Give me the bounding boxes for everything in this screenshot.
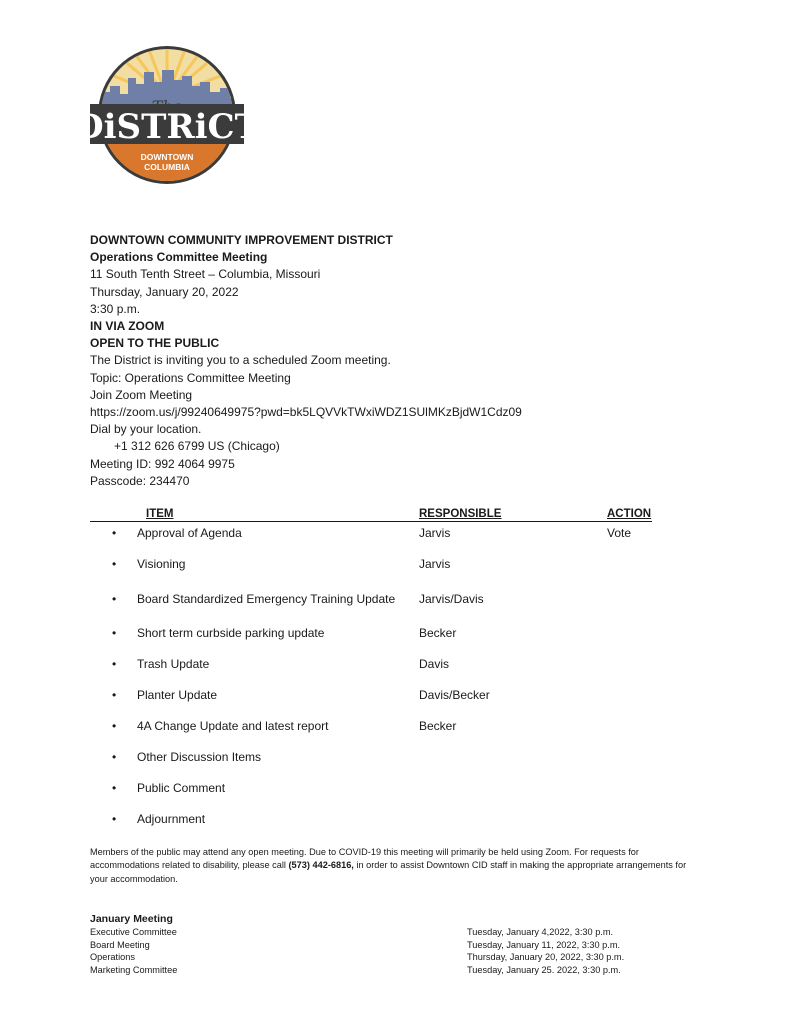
via-zoom: IN VIA ZOOM	[90, 319, 165, 334]
agenda-item: Visioning	[137, 557, 186, 571]
table-row	[90, 626, 652, 642]
meeting-header	[90, 232, 710, 490]
schedule-name: Executive Committee	[90, 927, 177, 937]
agenda-item: Trash Update	[137, 657, 210, 671]
join-zoom: Join Zoom Meeting	[90, 387, 193, 402]
agenda-responsible: Davis/Becker	[419, 688, 490, 702]
org-name: DOWNTOWN COMMUNITY IMPROVEMENT DISTRICT	[90, 233, 393, 247]
bullet-icon: •	[112, 781, 117, 795]
table-row	[90, 592, 652, 608]
logo-line2: COLUMBIA	[144, 162, 190, 172]
table-row	[90, 812, 652, 828]
schedule-time: Thursday, January 20, 2022, 3:30 p.m.	[467, 952, 625, 963]
agenda-item: Public Comment	[137, 781, 226, 795]
agenda-item: Board Standardized Emergency Training Update	[137, 592, 396, 606]
meeting-name: Operations Committee Meeting	[90, 250, 268, 265]
bullet-icon: •	[112, 592, 117, 606]
meeting-date: Thursday, January 20, 2022	[90, 284, 239, 299]
notice-phone: (573) 442-6816,	[288, 860, 354, 871]
list-item	[90, 926, 690, 939]
zoom-invite: The District is inviting you to a scheduled Zoom meeting.	[90, 353, 391, 368]
agenda-item: Approval of Agenda	[137, 526, 242, 540]
schedule-time: Tuesday, January 25. 2022, 3:30 p.m.	[467, 964, 621, 975]
schedule-name: Operations	[90, 952, 135, 963]
list-item	[90, 951, 690, 964]
schedule-name: Marketing Committee	[90, 964, 178, 975]
table-row	[90, 750, 652, 766]
agenda-item: Other Discussion Items	[137, 750, 262, 764]
list-item	[90, 939, 690, 952]
district-logo	[88, 42, 246, 188]
logo-word: DiSTRiC	[88, 107, 235, 147]
table-row	[90, 526, 652, 542]
agenda-responsible: Davis	[419, 657, 450, 671]
meeting-schedule	[90, 912, 690, 976]
bullet-icon: •	[112, 688, 117, 702]
notice-text-1: Members of the public may attend any open meeting. Due to COVID-19 this meeting will primarily be held using Zoom. For requests for accommodations related to disability, please call	[90, 847, 639, 871]
agenda-responsible: Jarvis	[419, 557, 451, 571]
table-row	[90, 781, 652, 797]
schedule-title: January Meeting	[90, 913, 173, 925]
meeting-address: 11 South Tenth Street – Columbia, Missouri	[90, 267, 321, 282]
bullet-icon: •	[112, 750, 117, 764]
table-row	[90, 719, 652, 735]
schedule-time: Tuesday, January 4,2022, 3:30 p.m.	[467, 927, 614, 937]
agenda-table-header	[90, 508, 652, 522]
accessibility-notice	[90, 846, 690, 886]
passcode: Passcode: 234470	[90, 473, 190, 488]
bullet-icon: •	[112, 526, 117, 540]
agenda-item: 4A Change Update and latest report	[137, 719, 329, 733]
dial-location: Dial by your location.	[90, 422, 202, 437]
dial-phone: +1 312 626 6799 US (Chicago)	[114, 439, 280, 454]
zoom-url-link[interactable]: https://zoom.us/j/99240649975?pwd=bk5LQVVkTWxiWDZ1SUlMKzBjdW1Cdz09	[90, 405, 522, 420]
bullet-icon: •	[112, 812, 117, 826]
bullet-icon: •	[112, 626, 117, 640]
logo-script: The	[151, 97, 183, 116]
table-row	[90, 557, 652, 573]
column-header-action: ACTION	[607, 508, 652, 520]
agenda-responsible: Jarvis	[419, 526, 451, 540]
column-header-item: ITEM	[146, 508, 174, 520]
agenda-item: Adjournment	[137, 812, 206, 826]
open-to-public: OPEN TO THE PUBLIC	[90, 336, 220, 351]
meeting-time: 3:30 p.m.	[90, 301, 141, 316]
list-item	[90, 964, 690, 977]
district-logo-graphic	[88, 42, 246, 188]
bullet-icon: •	[112, 557, 117, 571]
agenda-responsible: Becker	[419, 719, 457, 733]
logo-line1: DOWNTOWN	[140, 152, 194, 162]
bullet-icon: •	[112, 657, 117, 671]
column-header-responsible: RESPONSIBLE	[419, 508, 502, 520]
table-row	[90, 657, 652, 673]
table-row	[90, 688, 652, 704]
zoom-topic: Topic: Operations Committee Meeting	[90, 370, 291, 385]
agenda-responsible: Becker	[419, 626, 457, 640]
agenda-responsible: Jarvis/Davis	[419, 592, 484, 606]
agenda-item: Short term curbside parking update	[137, 626, 325, 640]
bullet-icon: •	[112, 719, 117, 733]
notice-text-2: in order to assist Downtown CID staff in making the appropriate arrangements for your accommodation.	[90, 860, 687, 884]
agenda-item: Planter Update	[137, 688, 218, 702]
schedule-time: Tuesday, January 11, 2022, 3:30 p.m.	[467, 939, 621, 950]
agenda-action: Vote	[607, 526, 632, 540]
schedule-name: Board Meeting	[90, 939, 150, 950]
meeting-id: Meeting ID: 992 4064 9975	[90, 456, 235, 471]
